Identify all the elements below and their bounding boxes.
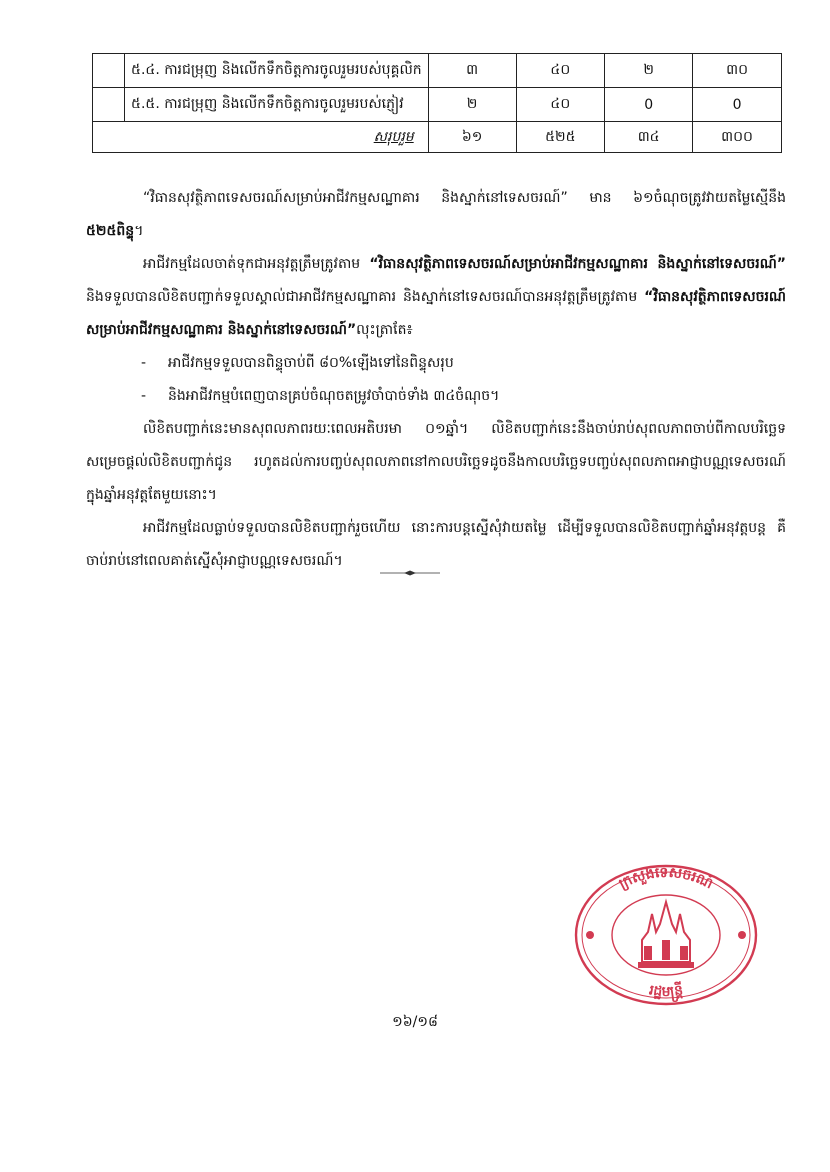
table-row bbox=[93, 88, 782, 122]
score-cell: ៣០ bbox=[693, 54, 782, 88]
paragraph-text: ។ bbox=[134, 223, 144, 239]
bullet-text: និងអាជីវកម្មបំពេញបានគ្រប់ចំណុចតម្រូវចាំបាច់ទាំង ៣៤ចំណុច។ bbox=[168, 388, 500, 404]
total-row bbox=[93, 122, 782, 153]
row-label: ៥.៤. ការជម្រុញ និងលើកទឹកចិត្តការចូលរួមរបស់បុគ្គលិក bbox=[125, 54, 429, 88]
bullet-item bbox=[86, 347, 786, 380]
paragraph-validity: លិខិតបញ្ជាក់នេះមានសុពលភាពរយៈពេលអតិបរមា ០១ឆ្នាំ។ លិខិតបញ្ជាក់នេះនឹងចាប់រាប់សុពលភាពចាប់ពីកាលបរិច្ឆេទសម្រេចផ្តល់លិខិតបញ្ជាក់ជូន រហូតដល់ការបញ្ចប់សុពលភាពនៅកាលបរិច្ឆេទដូចនឹងកាលបរិច្ឆេទបញ្ចប់សុពលភាពអាជ្ញាបណ្ណទេសចរណ៍ក្នុងឆ្នាំអនុវត្តតែមួយនោះ។ bbox=[86, 421, 786, 503]
paragraph-text: លុះត្រាតែ៖ bbox=[356, 322, 413, 338]
total-label: សរុបរួម bbox=[93, 122, 429, 153]
document-body bbox=[86, 182, 786, 578]
paragraph-bold-text: ៥២៥ពិន្ទុ bbox=[86, 223, 135, 239]
scoring-table bbox=[92, 53, 782, 153]
bullet-item bbox=[86, 380, 786, 413]
score-cell: 0 bbox=[605, 88, 693, 122]
blank-cell bbox=[93, 88, 125, 122]
total-cell: ៣០០ bbox=[693, 122, 782, 153]
ornament-divider bbox=[380, 570, 440, 576]
blank-cell bbox=[93, 54, 125, 88]
score-cell: ៤០ bbox=[516, 88, 605, 122]
score-cell: ២ bbox=[428, 88, 516, 122]
official-seal bbox=[572, 862, 760, 1008]
page-number: ១៦/១៨ bbox=[392, 1014, 438, 1030]
row-label: ៥.៥. ការជម្រុញ និងលើកទឹកចិត្តការចូលរួមរបស់ភ្ញៀវ bbox=[125, 88, 429, 122]
score-cell: ៤០ bbox=[516, 54, 605, 88]
score-cell: ២ bbox=[605, 54, 693, 88]
paragraph-text: “វិធានសុវត្ថិភាពទេសចរណ៍សម្រាប់អាជីវកម្មសណ្ឋាគារ និងស្នាក់នៅទេសចរណ៍” មាន ៦១ចំណុចត្រូវវាយតម្លៃស្មើនឹង bbox=[143, 190, 786, 206]
seal-text-top: ក្រសួងទេសចរណ៍ bbox=[616, 864, 716, 893]
total-cell: ៣៤ bbox=[605, 122, 693, 153]
total-cell: ៦១ bbox=[428, 122, 516, 153]
paragraph-text: អាជីវកម្មដែលចាត់ទុកជាអនុវត្តត្រឹមត្រូវតាម bbox=[143, 256, 370, 272]
paragraph-bold-text: “វិធានសុវត្ថិភាពទេសចរណ៍សម្រាប់អាជីវកម្មសណ្ឋាគារ និងស្នាក់នៅទេសចរណ៍” bbox=[369, 256, 786, 272]
paragraph-renewal: អាជីវកម្មដែលធ្លាប់ទទួលបានលិខិតបញ្ជាក់រួចហើយ នោះការបន្តស្នើសុំវាយតម្លៃ ដើម្បីទទួលបានលិខិតបញ្ជាក់ឆ្នាំអនុវត្តបន្ត គឺចាប់រាប់នៅពេលគាត់ស្នើសុំអាជ្ញាបណ្ណទេសចរណ៍។ bbox=[86, 520, 786, 569]
score-cell: ៣ bbox=[428, 54, 516, 88]
paragraph-score-total bbox=[86, 182, 786, 248]
paragraph-bold-text: “វិធានសុវត្ថិភាពទេសចរណ៍សម្រាប់អាជីវកម្មសណ្ឋាគារ និងស្នាក់នៅទេសចរណ៍” bbox=[86, 289, 786, 338]
total-cell: ៥២៥ bbox=[516, 122, 605, 153]
score-cell: 0 bbox=[693, 88, 782, 122]
seal-text-bottom: រដ្ឋមន្ត្រី bbox=[647, 982, 685, 1001]
bullet-dash: - bbox=[141, 355, 147, 371]
bullet-dash: - bbox=[141, 388, 147, 404]
paragraph-compliance bbox=[86, 248, 786, 347]
paragraph-text: និងទទួលបានលិខិតបញ្ជាក់ទទួលស្គាល់ជាអាជីវកម្មសណ្ឋាគារ និងស្នាក់នៅទេសចរណ៍បានអនុវត្តត្រឹមត្រូវតាម bbox=[86, 289, 645, 305]
table-row bbox=[93, 54, 782, 88]
bullet-text: អាជីវកម្មទទួលបានពិន្ទុចាប់ពី ៨០%ឡើងទៅនៃពិន្ទុសរុប bbox=[168, 355, 454, 371]
